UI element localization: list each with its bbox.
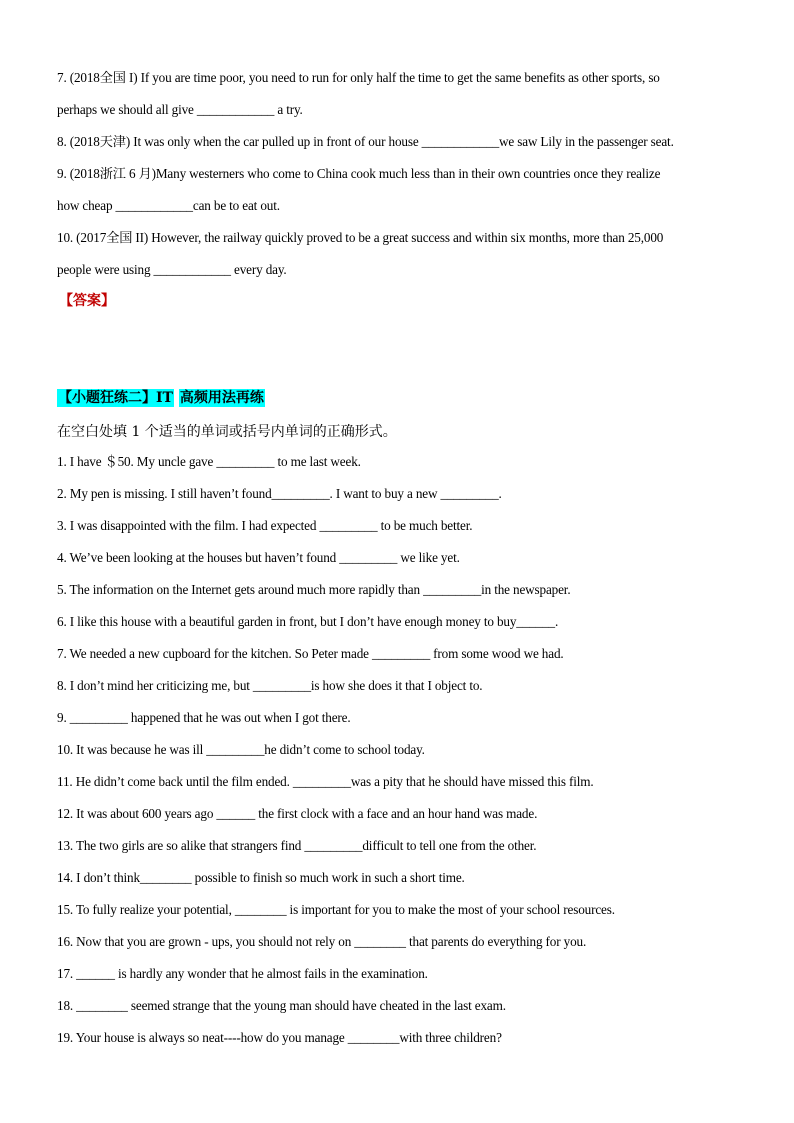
- exercise-item-19: 19. Your house is always so neat----how do you manage ________with three children?: [57, 1030, 502, 1045]
- exercise-item-8: 8. I don’t mind her criticizing me, but _________is how she does it that I object to.: [57, 678, 483, 693]
- exercise-item-15: 15. To fully realize your potential, ________ is important for you to make the most of your school resources.: [57, 902, 615, 917]
- question-8-line: 8. (2018天津) It was only when the car pulled up in front of our house ____________we saw Lily in the passenger seat.: [57, 134, 674, 149]
- question-9-line-2: how cheap ____________can be to eat out.: [57, 198, 280, 213]
- exercise-item-13: 13. The two girls are so alike that strangers find _________difficult to tell one from the other.: [57, 838, 537, 853]
- exercise-item-6: 6. I like this house with a beautiful garden in front, but I don’t have enough money to buy______.: [57, 614, 559, 629]
- section-title: [57, 387, 265, 407]
- exercise-item-14: 14. I don’t think________ possible to finish so much work in such a short time.: [57, 870, 465, 885]
- exercise-item-11: 11. He didn’t come back until the film ended. _________was a pity that he should have missed this film.: [57, 774, 594, 789]
- answer-label: 【答案】: [59, 293, 115, 309]
- section-title-tag: 【小题狂练二】IT: [58, 390, 173, 406]
- exercise-item-4: 4. We’ve been looking at the houses but haven’t found _________ we like yet.: [57, 550, 460, 565]
- exercise-item-2: 2. My pen is missing. I still haven’t found_________. I want to buy a new _________.: [57, 486, 502, 501]
- question-7-line-1: 7. (2018全国 I) If you are time poor, you need to run for only half the time to get the same benefits as other sports, so: [57, 70, 660, 85]
- question-10-line-2: people were using ____________ every day.: [57, 262, 287, 277]
- exercise-item-5: 5. The information on the Internet gets around much more rapidly than _________in the newspaper.: [57, 582, 571, 597]
- section-instruction: 在空白处填 1 个适当的单词或括号内单词的正确形式。: [57, 424, 397, 440]
- question-10-line-1: 10. (2017全国 II) However, the railway quickly proved to be a great success and within six months, more than 25,000: [57, 230, 664, 245]
- exercise-item-3: 3. I was disappointed with the film. I had expected _________ to be much better.: [57, 518, 473, 533]
- exercise-item-12: 12. It was about 600 years ago ______ the first clock with a face and an hour hand was made.: [57, 806, 538, 821]
- exercise-item-10: 10. It was because he was ill _________he didn’t come to school today.: [57, 742, 425, 757]
- exercise-item-1: 1. I have ＄50. My uncle gave _________ to me last week.: [57, 454, 361, 469]
- question-7-line-2: perhaps we should all give ____________ a try.: [57, 102, 303, 117]
- question-9-line-1: 9. (2018浙江 6 月)Many westerners who come to China cook much less than in their own countries once they realize: [57, 166, 661, 181]
- exercise-item-9: 9. _________ happened that he was out when I got there.: [57, 710, 351, 725]
- exercise-item-7: 7. We needed a new cupboard for the kitchen. So Peter made _________ from some wood we had.: [57, 646, 564, 661]
- exercise-item-17: 17. ______ is hardly any wonder that he almost fails in the examination.: [57, 966, 428, 981]
- exercise-item-18: 18. ________ seemed strange that the young man should have cheated in the last exam.: [57, 998, 506, 1013]
- section-title-topic: 高频用法再练: [179, 390, 264, 406]
- exercise-item-16: 16. Now that you are grown - ups, you should not rely on ________ that parents do everything for you.: [57, 934, 587, 949]
